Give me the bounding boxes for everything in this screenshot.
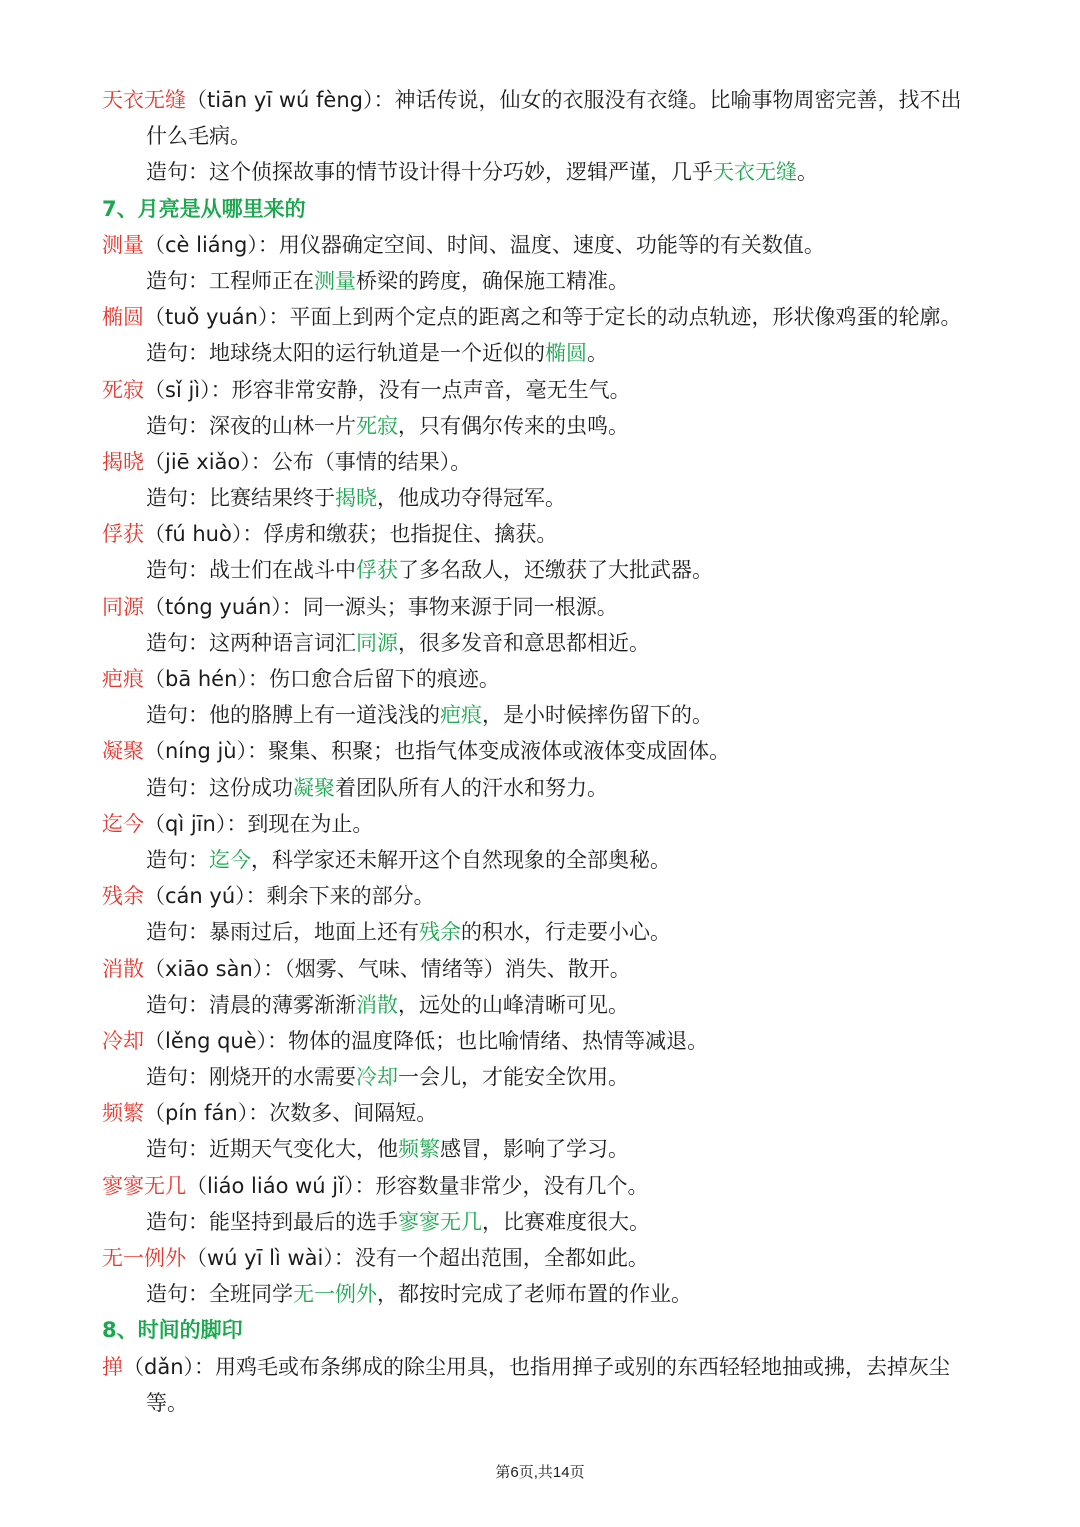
line-text: 等。 (146, 1390, 188, 1415)
highlighted-term: 频繁 (398, 1137, 440, 1162)
vocab-term: 疤痕 (102, 667, 144, 691)
vocab-term: 频繁 (102, 1101, 144, 1126)
line-text: ，比赛难度很大。 (482, 1209, 650, 1234)
highlighted-term: 揭晓 (335, 486, 377, 511)
vocab-term: 天衣无缝 (102, 88, 186, 112)
line-text: 造句：暴雨过后，地面上还有 (146, 920, 419, 945)
line-text: ，只有偶尔传来的虫鸣。 (398, 413, 629, 438)
line-text: 造句：深夜的山林一片 (146, 413, 356, 438)
line-text: 造句：战士们在战斗中 (146, 558, 356, 583)
vocab-term: 死寂 (102, 377, 144, 402)
line-text: 着团队所有人的汗水和努力。 (335, 775, 608, 800)
line-text: （dǎn）：用鸡毛或布条绑成的除尘用具，也指用掸子或别的东西轻轻地抽或拂，去掉灰尘 (123, 1354, 951, 1379)
line-text: ，很多发音和意思都相近。 (398, 630, 650, 655)
line-text: 造句：地球绕太阳的运行轨道是一个近似的 (146, 341, 545, 366)
line-text: （tiān yī wú fèng）：神话传说，仙女的衣服没有衣缝。比喻事物周密完善，找不出 (186, 88, 962, 112)
line-text: ，科学家还未解开这个自然现象的全部奥秘。 (251, 847, 671, 872)
highlighted-term: 死寂 (356, 413, 398, 438)
highlighted-term: 测量 (314, 268, 356, 293)
line-text: 。 (587, 341, 608, 366)
vocab-term: 同源 (102, 594, 144, 619)
vocab-term: 消散 (102, 956, 144, 981)
page-footer: 第6页,共14页 (495, 1464, 585, 1481)
definition-line (0, 299, 1080, 335)
example-sentence-line (0, 697, 1080, 733)
example-sentence-line (0, 552, 1080, 588)
line-text: （fú huò）：俘虏和缴获；也指捉住、擒获。 (144, 522, 558, 547)
line-text: （cè liáng）：用仪器确定空间、时间、温度、速度、功能等的有关数值。 (144, 232, 825, 257)
definition-line (0, 1095, 1080, 1131)
highlighted-term: 消散 (356, 992, 398, 1017)
definition-continuation (0, 1385, 1080, 1421)
vocab-term: 椭圆 (102, 305, 144, 330)
vocab-term: 俘获 (102, 522, 144, 547)
line-text: 造句：近期天气变化大，他 (146, 1137, 398, 1162)
highlighted-term: 俘获 (356, 558, 398, 583)
highlighted-term: 同源 (356, 630, 398, 655)
line-text: 了多名敌人，还缴获了大批武器。 (398, 558, 713, 583)
vocab-term: 掸 (102, 1354, 123, 1379)
line-text: ，都按时完成了老师布置的作业。 (377, 1282, 692, 1307)
vocab-term: 迄今 (102, 811, 144, 836)
vocab-term: 测量 (102, 232, 144, 257)
example-sentence-line (0, 480, 1080, 516)
definition-line (0, 878, 1080, 914)
line-text: 一会儿，才能安全饮用。 (398, 1065, 629, 1090)
line-text: 造句：工程师正在 (146, 268, 314, 293)
line-text: 造句：能坚持到最后的选手 (146, 1209, 398, 1234)
line-text: （xiāo sàn）：（烟雾、气味、情绪等）消失、散开。 (144, 956, 631, 981)
line-text: ，远处的山峰清晰可见。 (398, 992, 629, 1017)
line-text: 的积水，行走要小心。 (461, 920, 671, 945)
line-text: ，他成功夺得冠军。 (377, 486, 566, 511)
highlighted-term: 无一例外 (293, 1282, 377, 1307)
line-text: 。 (797, 160, 818, 185)
line-text: 造句：比赛结果终于 (146, 486, 335, 511)
document-body (0, 82, 1080, 1421)
definition-line (0, 1023, 1080, 1059)
example-sentence-line (0, 263, 1080, 299)
example-sentence-line (0, 335, 1080, 371)
line-text: （jiē xiǎo）：公布（事情的结果）。 (144, 449, 472, 474)
example-sentence-line (0, 770, 1080, 806)
example-sentence-line (0, 1131, 1080, 1167)
example-sentence-line (0, 1276, 1080, 1312)
line-text: （bā hén）：伤口愈合后留下的痕迹。 (144, 667, 500, 691)
highlighted-term: 凝聚 (293, 775, 335, 800)
line-text: 造句：清晨的薄雾渐渐 (146, 992, 356, 1017)
definition-continuation (0, 118, 1080, 154)
line-text: （cán yú）：剩余下来的部分。 (144, 884, 435, 909)
definition-line (0, 516, 1080, 552)
line-text: 感冒，影响了学习。 (440, 1137, 629, 1162)
example-sentence-line (0, 914, 1080, 950)
definition-line (0, 733, 1080, 769)
example-sentence-line (0, 842, 1080, 878)
heading-text: 8、时间的脚印 (102, 1318, 243, 1343)
line-text: （sǐ jì）：形容非常安静，没有一点声音，毫无生气。 (144, 377, 631, 402)
highlighted-term: 椭圆 (545, 341, 587, 366)
example-sentence-line (0, 625, 1080, 661)
line-text: ，是小时候摔伤留下的。 (482, 703, 713, 728)
line-text: 造句： (146, 847, 209, 872)
example-sentence-line (0, 1204, 1080, 1240)
line-text: 桥梁的跨度，确保施工精准。 (356, 268, 629, 293)
definition-line (0, 82, 1080, 118)
definition-line (0, 227, 1080, 263)
example-sentence-line (0, 154, 1080, 190)
heading-text: 7、月亮是从哪里来的 (102, 196, 306, 221)
line-text: 造句：他的胳膊上有一道浅浅的 (146, 703, 440, 728)
example-sentence-line (0, 408, 1080, 444)
definition-line (0, 372, 1080, 408)
vocab-term: 残余 (102, 884, 144, 909)
highlighted-term: 残余 (419, 920, 461, 945)
highlighted-term: 冷却 (356, 1065, 398, 1090)
line-text: （qì jīn）：到现在为止。 (144, 811, 374, 836)
line-text: 造句：这个侦探故事的情节设计得十分巧妙，逻辑严谨，几乎 (146, 160, 713, 185)
section-heading (0, 1312, 1080, 1348)
vocab-term: 冷却 (102, 1028, 144, 1053)
vocab-term: 揭晓 (102, 449, 144, 474)
line-text: （tuǒ yuán）：平面上到两个定点的距离之和等于定长的动点轨迹，形状像鸡蛋的轮廓。 (144, 305, 962, 330)
definition-line (0, 806, 1080, 842)
definition-line (0, 444, 1080, 480)
definition-line (0, 1349, 1080, 1385)
section-heading (0, 191, 1080, 227)
line-text: （pín fán）：次数多、间隔短。 (144, 1101, 438, 1126)
highlighted-term: 寥寥无几 (398, 1209, 482, 1234)
highlighted-term: 天衣无缝 (713, 160, 797, 185)
definition-line (0, 589, 1080, 625)
example-sentence-line (0, 1059, 1080, 1095)
highlighted-term: 迄今 (209, 847, 251, 872)
vocab-term: 无一例外 (102, 1246, 186, 1270)
line-text: 什么毛病。 (146, 124, 251, 149)
line-text: 造句：这两种语言词汇 (146, 630, 356, 655)
definition-line (0, 1240, 1080, 1276)
vocab-term: 寥寥无几 (102, 1173, 186, 1198)
vocab-term: 凝聚 (102, 739, 144, 764)
line-text: 造句：全班同学 (146, 1282, 293, 1307)
line-text: （tóng yuán）：同一源头；事物来源于同一根源。 (144, 594, 618, 619)
definition-line (0, 1168, 1080, 1204)
line-text: 造句：刚烧开的水需要 (146, 1065, 356, 1090)
line-text: 造句：这份成功 (146, 775, 293, 800)
line-text: （liáo liáo wú jǐ）：形容数量非常少，没有几个。 (186, 1173, 649, 1198)
highlighted-term: 疤痕 (440, 703, 482, 728)
line-text: （wú yī lì wài）：没有一个超出范围，全都如此。 (186, 1246, 649, 1270)
line-text: （níng jù）：聚集、积聚；也指气体变成液体或液体变成固体。 (144, 739, 731, 764)
line-text: （lěng què）：物体的温度降低；也比喻情绪、热情等减退。 (144, 1028, 709, 1053)
definition-line (0, 951, 1080, 987)
definition-line (0, 661, 1080, 697)
example-sentence-line (0, 987, 1080, 1023)
